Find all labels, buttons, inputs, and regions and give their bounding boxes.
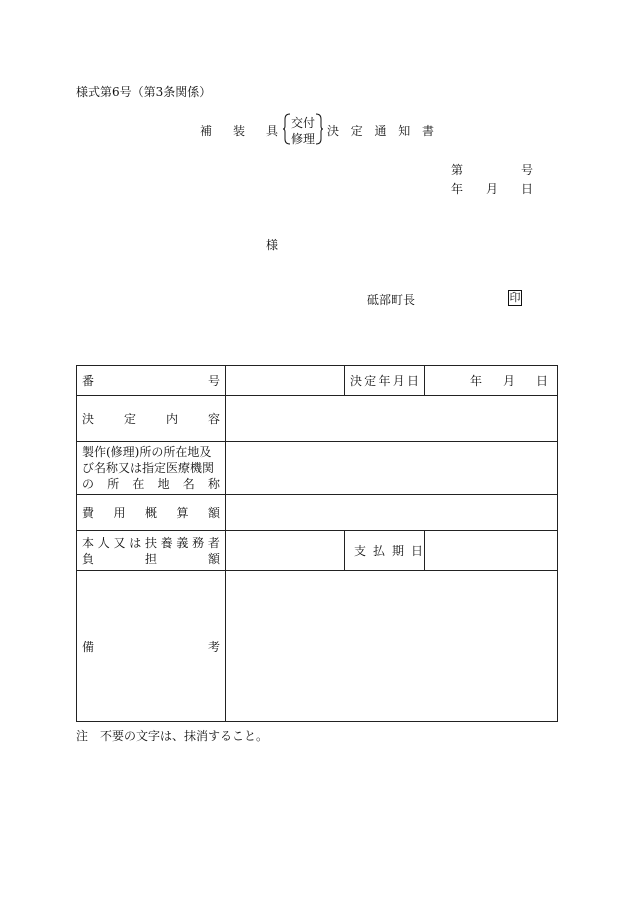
- label-char: は: [129, 535, 142, 550]
- label-char: 者: [207, 535, 220, 550]
- cost-field[interactable]: [226, 495, 558, 531]
- title-prefix: [200, 122, 278, 139]
- label-char: 考: [207, 639, 220, 654]
- footnote: 注 不要の文字は、抹消すること。: [76, 729, 269, 743]
- label-char: 養: [160, 535, 173, 550]
- label-char: 在: [132, 477, 145, 491]
- label-char: 具: [265, 124, 278, 138]
- label-char: 年: [378, 374, 391, 388]
- payment-date-field[interactable]: [425, 531, 558, 571]
- decision-date-label: [345, 366, 425, 396]
- label-char: 額: [207, 551, 220, 566]
- burden-label: [77, 531, 226, 571]
- issuer-title: 砥部町長: [367, 293, 416, 307]
- label-char: 日: [406, 374, 419, 388]
- label-char: 担: [144, 551, 157, 566]
- row-burden: [77, 531, 558, 571]
- decision-table: [76, 365, 558, 722]
- label-char: 払: [372, 544, 385, 558]
- label-char: 番: [82, 374, 95, 388]
- label-char: 月: [502, 374, 515, 388]
- label-char: 又: [113, 535, 126, 550]
- label-char: 定: [350, 124, 363, 138]
- decision-date-field[interactable]: [425, 366, 558, 396]
- ref-go: 号: [521, 163, 534, 177]
- addressee-suffix: 様: [266, 238, 279, 252]
- label-char: 期: [391, 544, 404, 558]
- seal-mark: 印: [509, 291, 521, 304]
- ref-dai: 第: [451, 163, 464, 177]
- label-char: 知: [398, 124, 411, 138]
- label-char: 地: [157, 477, 170, 491]
- label-char: 日: [535, 374, 548, 388]
- burden-field[interactable]: [226, 531, 345, 571]
- label-char: 所: [107, 477, 120, 491]
- label-char: 本: [82, 535, 95, 550]
- label-char: 決: [327, 124, 340, 138]
- label-char: 定: [123, 412, 136, 426]
- label-char: 定: [364, 374, 377, 388]
- row-remarks: [77, 571, 558, 722]
- label-char: 務: [192, 535, 205, 550]
- label-char: 負: [82, 551, 95, 566]
- remarks-field[interactable]: [226, 571, 558, 722]
- row-maker: [77, 442, 558, 495]
- label-char: 装: [232, 124, 245, 138]
- ref-day: 日: [521, 182, 534, 196]
- label-char: 支: [354, 544, 367, 558]
- label-char: 備: [82, 639, 95, 654]
- label-char: 年: [470, 374, 483, 388]
- cost-label: [77, 495, 226, 531]
- title-option-grant: 交付: [291, 116, 316, 130]
- label-char: 決: [350, 374, 363, 388]
- label-char: 費: [82, 506, 95, 520]
- remarks-label: [77, 571, 226, 722]
- label-char: 号: [207, 374, 220, 388]
- label-char: 内: [165, 412, 178, 426]
- label-char: 書: [421, 124, 434, 138]
- label-char: 通: [374, 124, 387, 138]
- label-char: 決: [82, 412, 95, 426]
- label-char: 月: [392, 374, 405, 388]
- ref-year: 年: [451, 182, 464, 196]
- label-char: 用: [113, 506, 126, 520]
- label-char: 補: [200, 124, 213, 138]
- title-option-repair: 修理: [291, 132, 316, 146]
- label-char: 扶: [144, 535, 157, 550]
- maker-field[interactable]: [226, 442, 558, 495]
- row-content: [77, 396, 558, 442]
- maker-label: 製作(修理)所の所在地及 び名称又は指定医療機関 の 所 在 地 名 称: [77, 442, 226, 495]
- label-char: 義: [176, 535, 189, 550]
- ref-month: 月: [486, 182, 499, 196]
- content-label: [77, 396, 226, 442]
- title-suffix: [327, 122, 434, 139]
- content-field[interactable]: [226, 396, 558, 442]
- label-char: 概: [144, 506, 157, 520]
- form-id: 様式第6号（第3条関係）: [76, 85, 212, 99]
- payment-date-label: [345, 531, 425, 571]
- label-char: 算: [176, 506, 189, 520]
- label-char: 人: [97, 535, 110, 550]
- number-label: [77, 366, 226, 396]
- label-char: 額: [207, 506, 220, 520]
- label-char: 容: [207, 412, 220, 426]
- label-char: 称: [207, 477, 220, 491]
- label-char: 日: [410, 544, 423, 558]
- number-field[interactable]: [226, 366, 345, 396]
- label-char: の: [82, 477, 95, 491]
- row-cost: [77, 495, 558, 531]
- label-char: 名: [182, 477, 195, 491]
- row-number: [77, 366, 558, 396]
